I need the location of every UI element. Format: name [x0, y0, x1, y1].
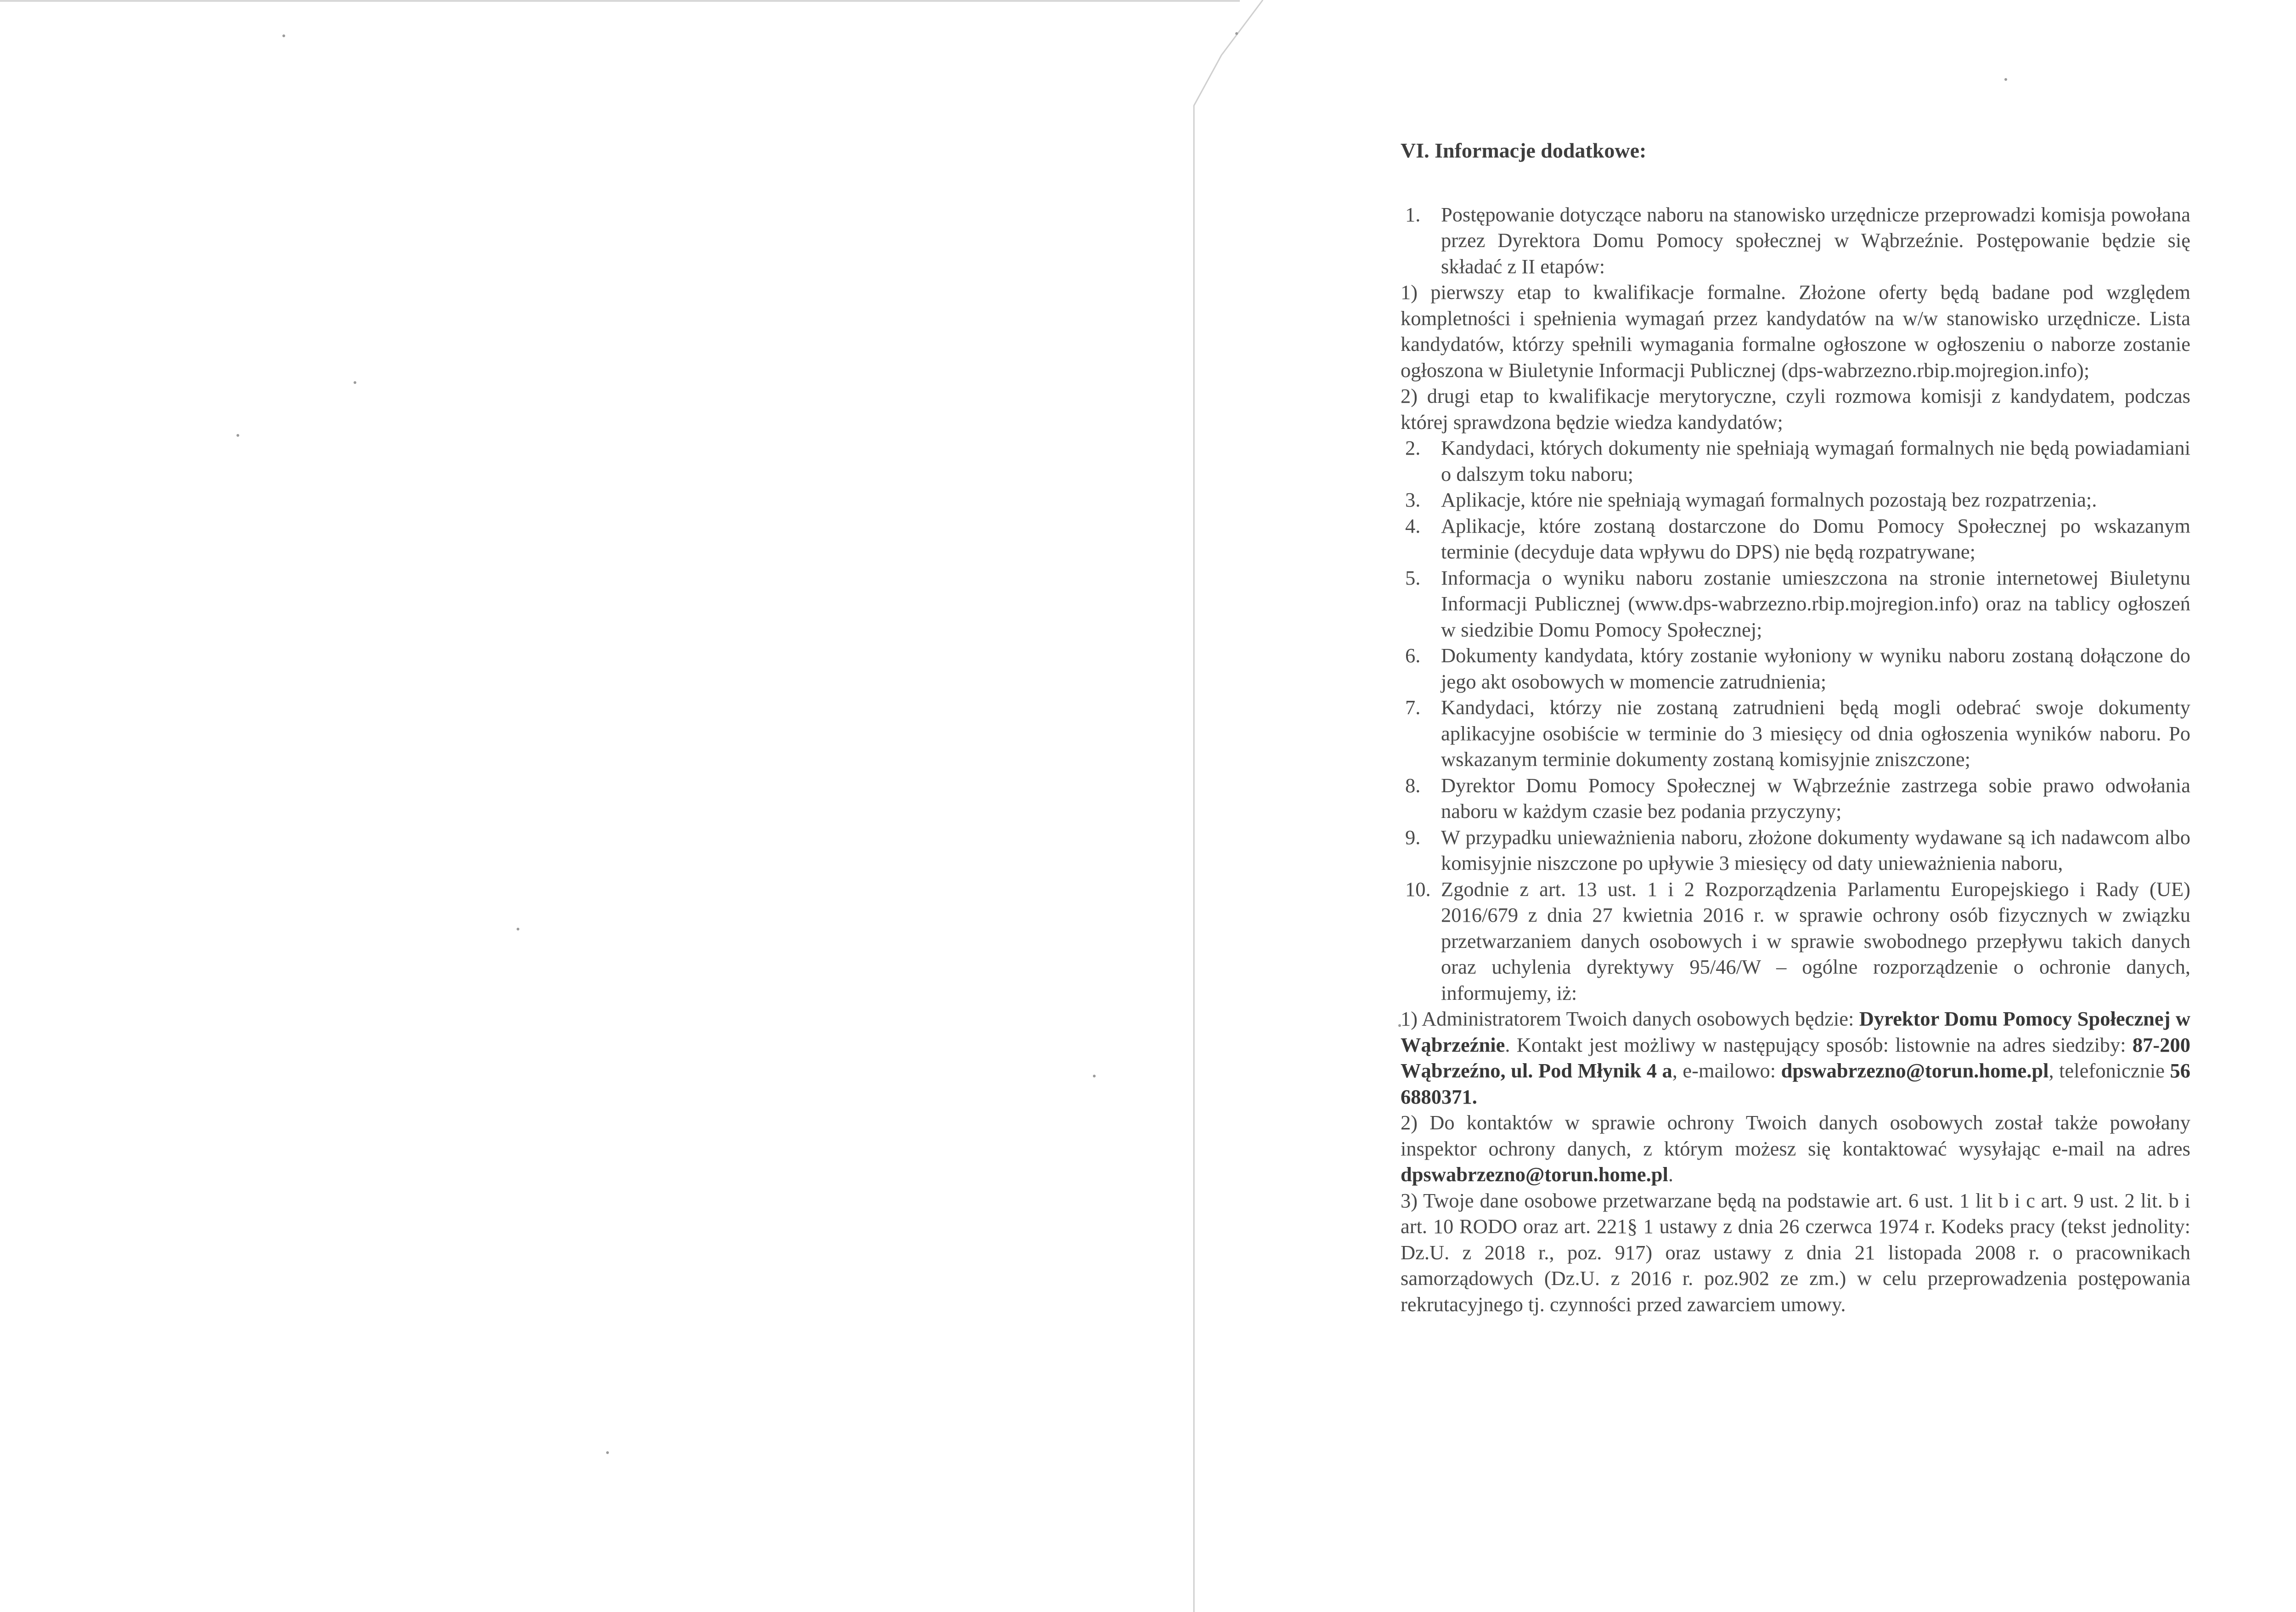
gdpr-text: , telefonicznie [2048, 1059, 2170, 1082]
list-item-number: 7. [1405, 696, 1421, 719]
gdpr-text: 1) Administratorem Twoich danych osobowych będzie: [1401, 1007, 1859, 1030]
list-item-text: Aplikacje, które zostaną dostarczone do Domu Pomocy Społecznej po wskazanym terminie (decyduje data wpływu do DPS) nie będą rozpatrywane; [1441, 514, 2190, 563]
administrator-name: Dyrektor Domu Pomocy Społecznej w Wąbrzeźnie [1401, 1007, 2190, 1056]
list-item-number: 1. [1405, 203, 1421, 226]
list-item [1401, 435, 2190, 487]
gdpr-text: . Kontakt jest możliwy w następujący sposób: listownie na adres siedziby: [1505, 1033, 2133, 1056]
gdpr-text: , e-mailowo: [1672, 1059, 1781, 1082]
document-body [1401, 138, 2190, 1317]
list-item-text: Informacja o wyniku naboru zostanie umieszczona na stronie internetowej Biuletynu Informacji Publicznej (www.dps-wabrzezno.rbip.mojregion.info) oraz na tablicy ogłoszeń w siedzibie Domu Pomocy Społecznej; [1441, 566, 2190, 641]
list-item-number: 2. [1405, 436, 1421, 459]
gdpr-legal-basis-paragraph: 3) Twoje dane osobowe przetwarzane będą na podstawie art. 6 ust. 1 lit b i c art. 9 ust. 2 lit. b i art. 10 RODO oraz art. 221§ 1 ustawy z dnia 26 czerwca 1974 r. Kodeks pracy (tekst jednolity: Dz.U. z 2018 r., poz. 917) oraz ustawy z dnia 21 listopada 2008 r. o pracownikach samorządowych (Dz.U. z 2016 r. poz.902 ze zm.) w celu przeprowadzenia postępowania rekrutacyjnego tj. czynności przed zawarciem umowy. [1401, 1189, 2190, 1316]
list-item-number: 10. [1405, 877, 1431, 901]
stage-1-paragraph: 1) pierwszy etap to kwalifikacje formalne. Złożone oferty będą badane pod względem kompletności i spełnienia wymagań przez kandydatów na w/w stanowisko urzędnicze. Lista kandydatów, którzy spełnili wymagania formalne ogłoszone w ogłoszeniu o naborze zostanie ogłoszona w Biuletynie Informacji Publicznej (dps-wabrzezno.rbip.mojregion.info); [1401, 281, 2190, 382]
list-item-number: 6. [1405, 644, 1421, 667]
page-fold-line [1194, 0, 1195, 1612]
list-item-text: Aplikacje, które nie spełniają wymagań formalnych pozostają bez rozpatrzenia;. [1441, 488, 2097, 511]
list-item-number: 3. [1405, 488, 1421, 511]
gdpr-text: 2) Do kontaktów w sprawie ochrony Twoich danych osobowych został także powołany inspektor ochrony danych, z którym możesz się kontaktować wysyłając e-mail na adres [1401, 1111, 2190, 1160]
list-item-number: 8. [1405, 773, 1421, 797]
gdpr-inspector-paragraph [1401, 1110, 2190, 1188]
phone-number: 56 6880371. [1401, 1059, 2190, 1108]
list-item [1401, 824, 2190, 876]
scan-top-edge [0, 0, 1240, 2]
list-item [1401, 202, 2190, 280]
list-item-text: Dokumenty kandydata, który zostanie wyłoniony w wyniku naboru zostaną dołączone do jego akt osobowych w momencie zatrudnienia; [1441, 644, 2190, 693]
list-item-text: Zgodnie z art. 13 ust. 1 i 2 Rozporządzenia Parlamentu Europejskiego i Rady (UE) 2016/679 z dnia 27 kwietnia 2016 r. w sprawie ochrony osób fizycznych w związku przetwarzaniem danych osobowych i w sprawie swobodnego przepływu takich danych oraz uchylenia dyrektywy 95/46/W – ogólne rozporządzenie o ochronie danych, informujemy, iż: [1441, 877, 2190, 1004]
list-item [1401, 876, 2190, 1006]
gdpr-administrator-paragraph [1401, 1006, 2190, 1110]
email-address: dpswabrzezno@torun.home.pl [1781, 1059, 2049, 1082]
gdpr-text: . [1668, 1163, 1673, 1186]
list-item [1401, 694, 2190, 772]
list-item-number: 9. [1405, 825, 1421, 849]
list-item-text: Kandydaci, którzy nie zostaną zatrudnieni będą mogli odebrać swoje dokumenty aplikacyjne osobiście w terminie do 3 miesięcy od dnia ogłoszenia wyników naboru. Po wskazanym terminie dokumenty zostaną komisyjnie zniszczone; [1441, 696, 2190, 771]
list-item [1401, 643, 2190, 694]
list-item-text: Dyrektor Domu Pomocy Społecznej w Wąbrzeźnie zastrzega sobie prawo odwołania naboru w każdym czasie bez podania przyczyny; [1441, 773, 2190, 823]
stage-2-paragraph: 2) drugi etap to kwalifikacje merytoryczne, czyli rozmowa komisji z kandydatem, podczas której sprawdzona będzie wiedza kandydatów; [1401, 384, 2190, 434]
list-item [1401, 772, 2190, 824]
list-item [1401, 513, 2190, 565]
list-item-number: 5. [1405, 566, 1421, 589]
section-title: VI. Informacje dodatkowe: [1401, 139, 1647, 162]
list-item-number: 4. [1405, 514, 1421, 537]
list-item-text: Kandydaci, których dokumenty nie spełniają wymagań formalnych nie będą powiadamiani o dalszym toku naboru; [1441, 436, 2190, 485]
list-item-text: Postępowanie dotyczące naboru na stanowisko urzędnicze przeprowadzi komisja powołana przez Dyrektora Domu Pomocy społecznej w Wąbrzeźnie. Postępowanie będzie się składać z II etapów: [1441, 203, 2190, 278]
postal-address: 87-200 Wąbrzeźno, ul. Pod Młynik 4 a [1401, 1033, 2190, 1082]
inspector-email: dpswabrzezno@torun.home.pl [1401, 1163, 1668, 1186]
list-item [1401, 565, 2190, 643]
list-item [1401, 487, 2190, 513]
list-item-text: W przypadku unieważnienia naboru, złożone dokumenty wydawane są ich nadawcom albo komisyjnie niszczone po upływie 3 miesięcy od daty unieważnienia naboru, [1441, 825, 2190, 874]
